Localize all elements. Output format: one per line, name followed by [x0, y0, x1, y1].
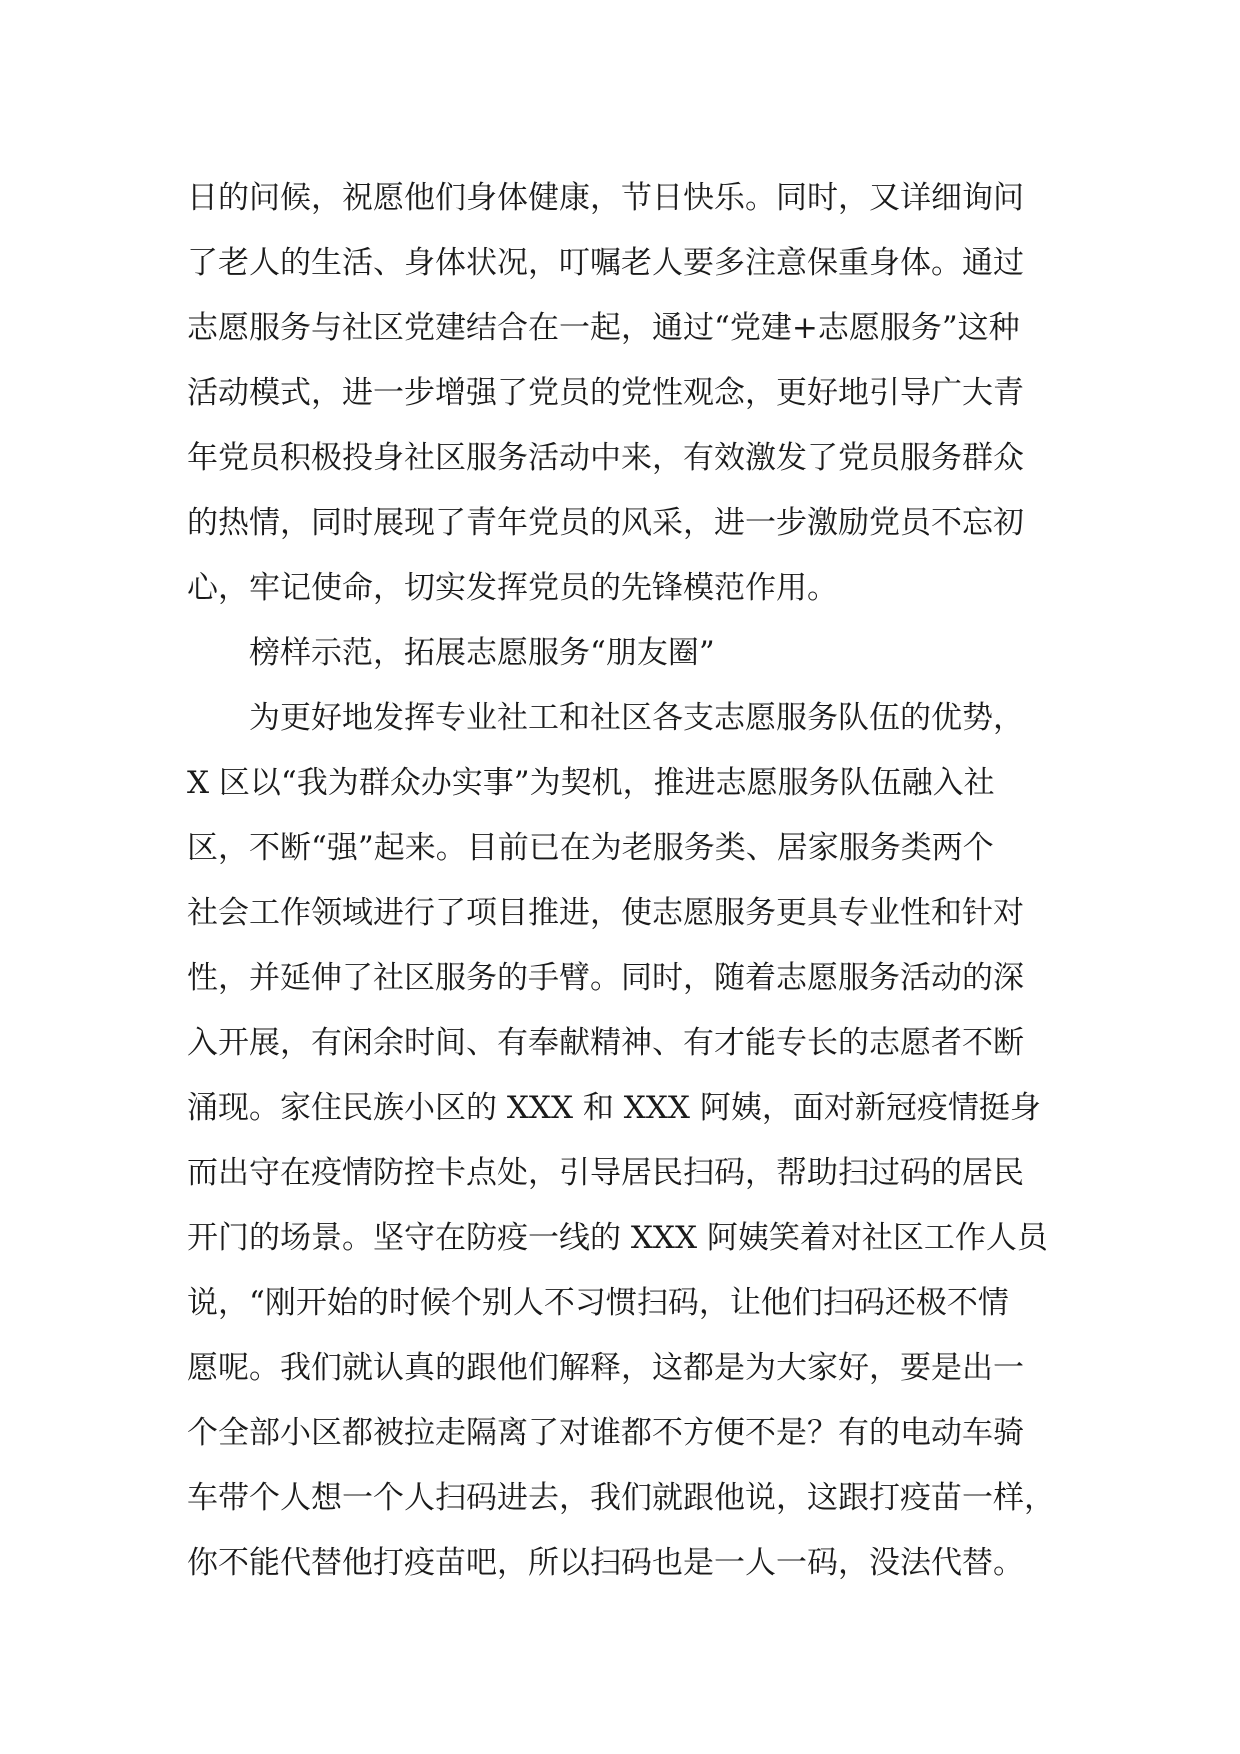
- text-line: 年党员积极投身社区服务活动中来，有效激发了党员服务群众: [187, 440, 1024, 476]
- text-line: 了老人的生活、身体状况，叮嘱老人要多注意保重身体。通过: [187, 245, 1024, 281]
- document-body: [187, 166, 1067, 1596]
- text-line: 日的问候，祝愿他们身体健康，节日快乐。同时，又详细询问: [187, 180, 1024, 216]
- text-line: 个全部小区都被拉走隔离了对谁都不方便不是？有的电动车骑: [187, 1415, 1024, 1451]
- text-line: 开门的场景。坚守在防疫一线的 XXX 阿姨笑着对社区工作人员: [187, 1220, 1048, 1256]
- text-line: 社会工作领域进行了项目推进，使志愿服务更具专业性和针对: [187, 895, 1024, 931]
- paragraph-start-line: 为更好地发挥专业社工和社区各支志愿服务队伍的优势，: [249, 700, 1024, 736]
- text-line: 的热情，同时展现了青年党员的风采，进一步激励党员不忘初: [187, 505, 1024, 541]
- text-line: 说，“刚开始的时候个别人不习惯扫码，让他们扫码还极不情: [187, 1285, 1009, 1321]
- text-line: 车带个人想一个人扫码进去，我们就跟他说，这跟打疫苗一样，: [187, 1480, 1055, 1516]
- text-line: 活动模式，进一步增强了党员的党性观念，更好地引导广大青: [187, 375, 1024, 411]
- text-line: 愿呢。我们就认真的跟他们解释，这都是为大家好，要是出一: [187, 1350, 1024, 1386]
- text-line: 性，并延伸了社区服务的手臂。同时，随着志愿服务活动的深: [187, 960, 1024, 996]
- text-line: 心，牢记使命，切实发挥党员的先锋模范作用。: [187, 570, 838, 606]
- section-heading: 榜样示范，拓展志愿服务“朋友圈”: [249, 635, 715, 671]
- text-line: 涌现。家住民族小区的 XXX 和 XXX 阿姨，面对新冠疫情挺身: [187, 1090, 1041, 1126]
- text-line: 区，不断“强”起来。目前已在为老服务类、居家服务类两个: [187, 830, 994, 866]
- text-line: X 区以“我为群众办实事”为契机，推进志愿服务队伍融入社: [187, 765, 995, 801]
- text-line: 你不能代替他打疫苗吧，所以扫码也是一人一码，没法代替。: [187, 1545, 1024, 1581]
- text-line: 志愿服务与社区党建结合在一起，通过“党建+志愿服务”这种: [187, 310, 1020, 346]
- text-line: 而出守在疫情防控卡点处，引导居民扫码，帮助扫过码的居民: [187, 1155, 1024, 1191]
- text-line: 入开展，有闲余时间、有奉献精神、有才能专长的志愿者不断: [187, 1025, 1024, 1061]
